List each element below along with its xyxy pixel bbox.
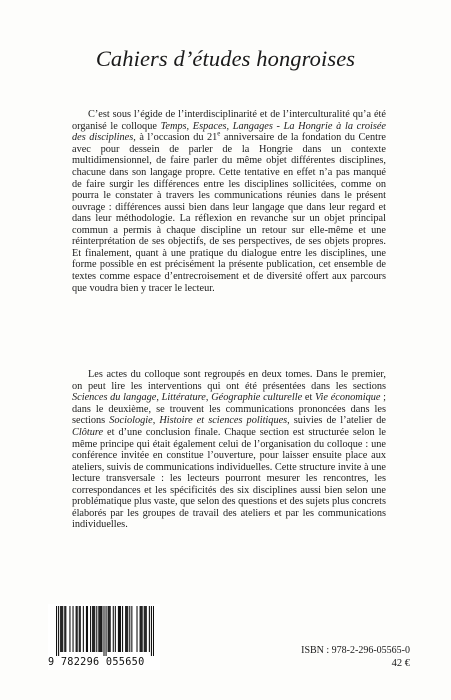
barcode-bar	[98, 606, 99, 652]
barcode-bar	[122, 606, 123, 652]
barcode-bar	[103, 606, 104, 656]
barcode-digits: 9 782296 055650	[48, 657, 145, 668]
barcode-bar	[120, 606, 121, 652]
barcode-bar	[129, 606, 130, 652]
barcode-bar	[144, 606, 145, 652]
text-run: ,	[205, 392, 212, 404]
barcode-bar	[142, 606, 143, 652]
section-name: Littérature	[161, 392, 206, 404]
section-name: Géographie culturelle	[211, 392, 303, 404]
text-run: et d’une conclusion finale. Chaque section est structurée selon le même principe qui était également celui de l’organisation du colloque : une conférence invitée en constitue l’ouverture, pour laisser ensuite place aux ateliers, suivis de communications individuelles. Cette structure invite à une lecture transversale : les lecteurs pourront mesurer les rencontres, les correspondances et les spécificités des six disciplines aussi bien selon une problématique plus vaste, que selon des questions et des sujets plus concrets élaborés par les groupes de travail des ateliers et par les communications individuelles.	[72, 427, 386, 531]
text-run: C’est sous l’égide de l’interdisciplinarité et de l’interculturalité qu’a été organisé le colloque	[72, 109, 386, 132]
barcode-bar	[76, 606, 77, 652]
barcode-bar	[64, 606, 65, 652]
text-run: ; dans le deuxième, se trouvent les communications prononcées dans les sections	[72, 392, 387, 427]
barcode-bar	[87, 606, 88, 652]
section-name: Sociologie	[109, 415, 153, 427]
barcode-bar	[136, 606, 137, 652]
barcode-bar	[100, 606, 101, 652]
barcode-bar	[96, 606, 97, 652]
barcode-bar	[93, 606, 94, 652]
barcode-bar	[80, 606, 81, 652]
barcode-bar	[115, 606, 116, 652]
section-name: Sciences du langage	[72, 392, 157, 404]
barcode-bar	[145, 606, 146, 652]
barcode-bar	[109, 606, 110, 652]
barcode-bar	[62, 606, 63, 652]
barcode-bar	[86, 606, 87, 652]
barcode-bar	[101, 606, 102, 652]
barcode-bar	[61, 606, 62, 652]
barcode-bar	[83, 606, 84, 652]
barcode-bar	[73, 606, 74, 652]
text-run: et	[302, 392, 316, 404]
paragraph-intro	[72, 109, 386, 294]
barcode-bar	[110, 606, 111, 652]
text-run: , suivies de l’atelier de	[287, 415, 386, 427]
barcode	[48, 604, 160, 670]
barcode-bar	[56, 606, 57, 656]
barcode-bar	[119, 606, 120, 652]
barcode-bars	[56, 606, 154, 656]
text-run: , à l’occasion du 21	[133, 132, 218, 144]
paragraph-structure	[72, 369, 386, 531]
barcode-bar	[79, 606, 80, 652]
barcode-bar	[131, 606, 132, 652]
barcode-bar	[113, 606, 114, 652]
barcode-bar	[118, 606, 119, 652]
page-title: Cahiers d’études hongroises	[95, 46, 356, 71]
barcode-bar	[140, 606, 141, 652]
text-run: Les actes du colloque sont regroupés en deux tomes. Dans le premier, on peut lire les interventions qui ont été présentées dans les sections	[72, 369, 386, 392]
barcode-bar	[146, 606, 147, 652]
barcode-bar	[65, 606, 66, 652]
barcode-bar	[90, 606, 91, 652]
barcode-bar	[127, 606, 128, 652]
barcode-bar	[108, 606, 109, 652]
ordinal-superscript: e	[217, 129, 221, 138]
text-run: ,	[156, 392, 162, 404]
barcode-bar	[106, 606, 107, 656]
barcode-bar	[99, 606, 100, 652]
barcode-bar	[149, 606, 150, 652]
barcode-bar	[69, 606, 70, 652]
section-name: Histoire et sciences politiques	[159, 415, 288, 427]
section-name: Vie économique	[315, 392, 381, 404]
barcode-bar	[125, 606, 126, 652]
barcode-bar	[92, 606, 93, 652]
barcode-bar	[94, 606, 95, 652]
price: 42 €	[391, 658, 410, 669]
section-name: Clôture	[72, 427, 104, 439]
barcode-bar	[60, 606, 61, 652]
barcode-bar	[58, 606, 59, 656]
text-run: ,	[152, 415, 160, 427]
barcode-bar	[153, 606, 154, 656]
barcode-bar	[77, 606, 78, 652]
colloque-title: Temps, Espaces, Langages - La Hongrie à la croisée des disciplines	[72, 120, 386, 144]
barcode-bar	[126, 606, 127, 652]
text-run: anniversaire de la fondation du Centre avec pour dessein de parler de la Hongrie dans un contexte multidimensionnel, de faire parler du même objet différentes disciplines, chacune dans son langage propre. Cette tentative en effet n’a pas manqué de faire surgir les différences entre les disciplines sollicitées, comme on pourra le constater à travers les communications réunies dans le présent ouvrage : différences aussi bien dans leur langage que dans leur regard et dans leur méthodologie. La réflexion en revanche sur un objet principal commun a permis à chaque discipline un retour sur elle-même et une réinterprétation de ses objectifs, de ses perspectives, de ses objets propres. Et finalement, quant à une pratique du dialogue entre les disciplines, une forme possible en est précisément la présente publication, cet ensemble de textes comme espace d’entrecroisement et de diversité offert aux parcours que voudra bien y tracer le lecteur.	[72, 132, 386, 294]
barcode-bar	[141, 606, 142, 652]
isbn: ISBN : 978-2-296-05565-0	[301, 645, 410, 656]
barcode-bar	[151, 606, 152, 656]
